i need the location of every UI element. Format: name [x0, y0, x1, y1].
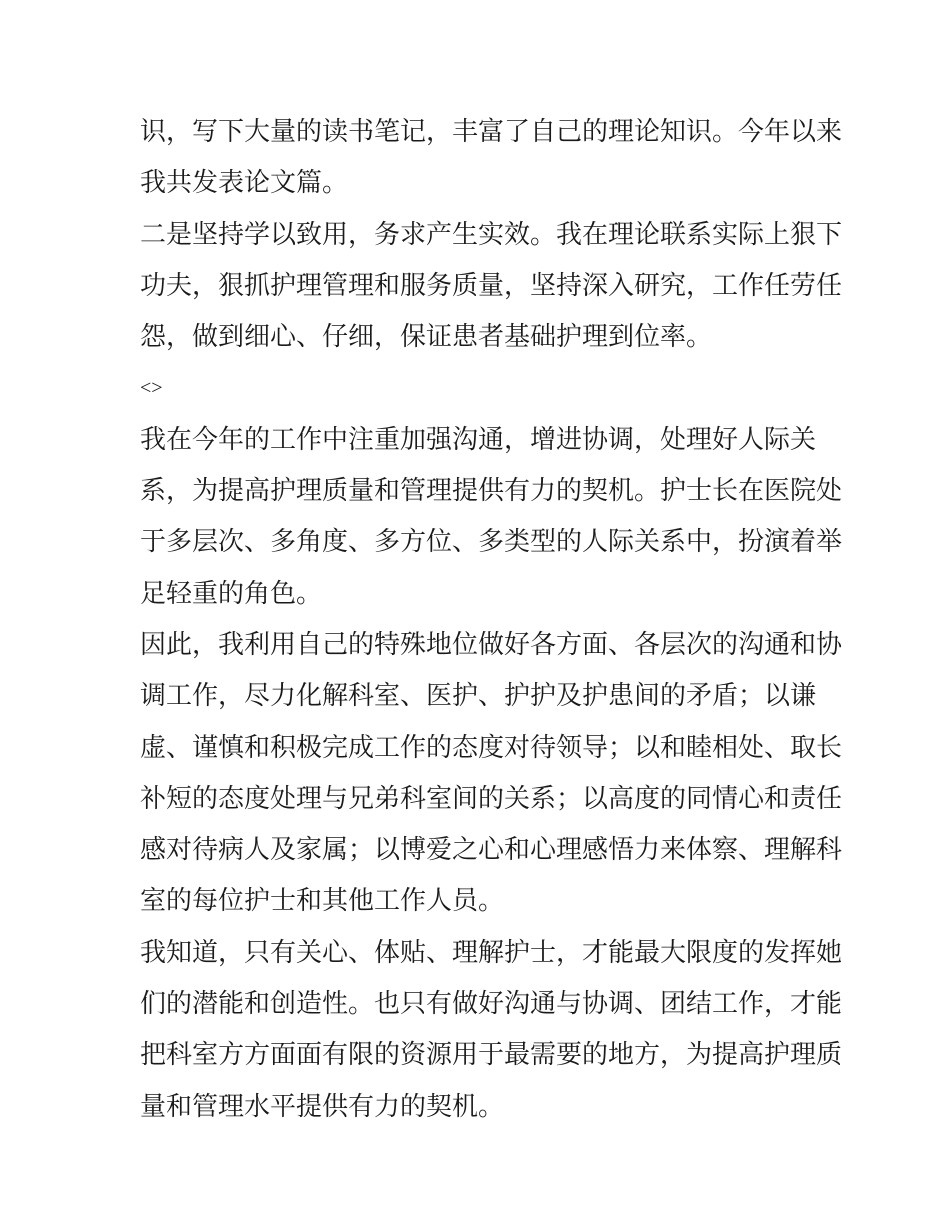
paragraph-understanding-nurses: [140, 928, 843, 1133]
text-line: 我在今年的工作中注重加强沟通，增进协调，处理好人际关: [140, 424, 817, 455]
paragraph-communication: [140, 415, 843, 620]
text-line: 怨，做到细心、仔细，保证患者基础护理到位率。: [140, 322, 713, 353]
text-line: 于多层次、多角度、多方位、多类型的人际关系中，扮演着举: [140, 527, 843, 558]
document-body: [140, 107, 843, 1133]
text-line: 室的每位护士和其他工作人员。: [140, 886, 505, 917]
text-line: 识，写下大量的读书笔记，丰富了自己的理论知识。今年以来: [140, 117, 843, 147]
text-line: 足轻重的角色。: [140, 578, 323, 609]
text-line: 把科室方方面面有限的资源用于最需要的地方，为提高护理质: [140, 1040, 843, 1071]
text-line: 补短的态度处理与兄弟科室间的关系；以高度的同情心和责任: [140, 783, 843, 814]
text-line: 功夫，狠抓护理管理和服务质量，坚持深入研究，工作任劳任: [140, 270, 843, 301]
text-line: 量和管理水平提供有力的契机。: [140, 1091, 505, 1122]
text-line: 我共发表论文篇。: [140, 168, 349, 199]
text-line: 因此，我利用自己的特殊地位做好各方面、各层次的沟通和协: [140, 629, 843, 660]
text-line: 调工作，尽力化解科室、医护、护护及护患间的矛盾；以谦: [140, 681, 817, 712]
marker-text: <>: [140, 377, 163, 400]
paragraph-practice: [140, 210, 843, 364]
text-line: 们的潜能和创造性。也只有做好沟通与协调、团结工作，才能: [140, 989, 843, 1020]
paragraph-coordination: [140, 620, 843, 928]
text-line: 二是坚持学以致用，务求产生实效。我在理论联系实际上狠下: [140, 219, 843, 250]
paragraph-reading-notes: [140, 107, 843, 210]
text-line: 系，为提高护理质量和管理提供有力的契机。护士长在医院处: [140, 476, 843, 507]
text-line: 我知道，只有关心、体贴、理解护士，才能最大限度的发挥她: [140, 937, 843, 968]
text-line: 感对待病人及家属；以博爱之心和心理感悟力来体察、理解科: [140, 835, 843, 866]
text-line: 虚、谨慎和积极完成工作的态度对待领导；以和睦相处、取长: [140, 732, 843, 763]
section-marker: [140, 363, 815, 414]
